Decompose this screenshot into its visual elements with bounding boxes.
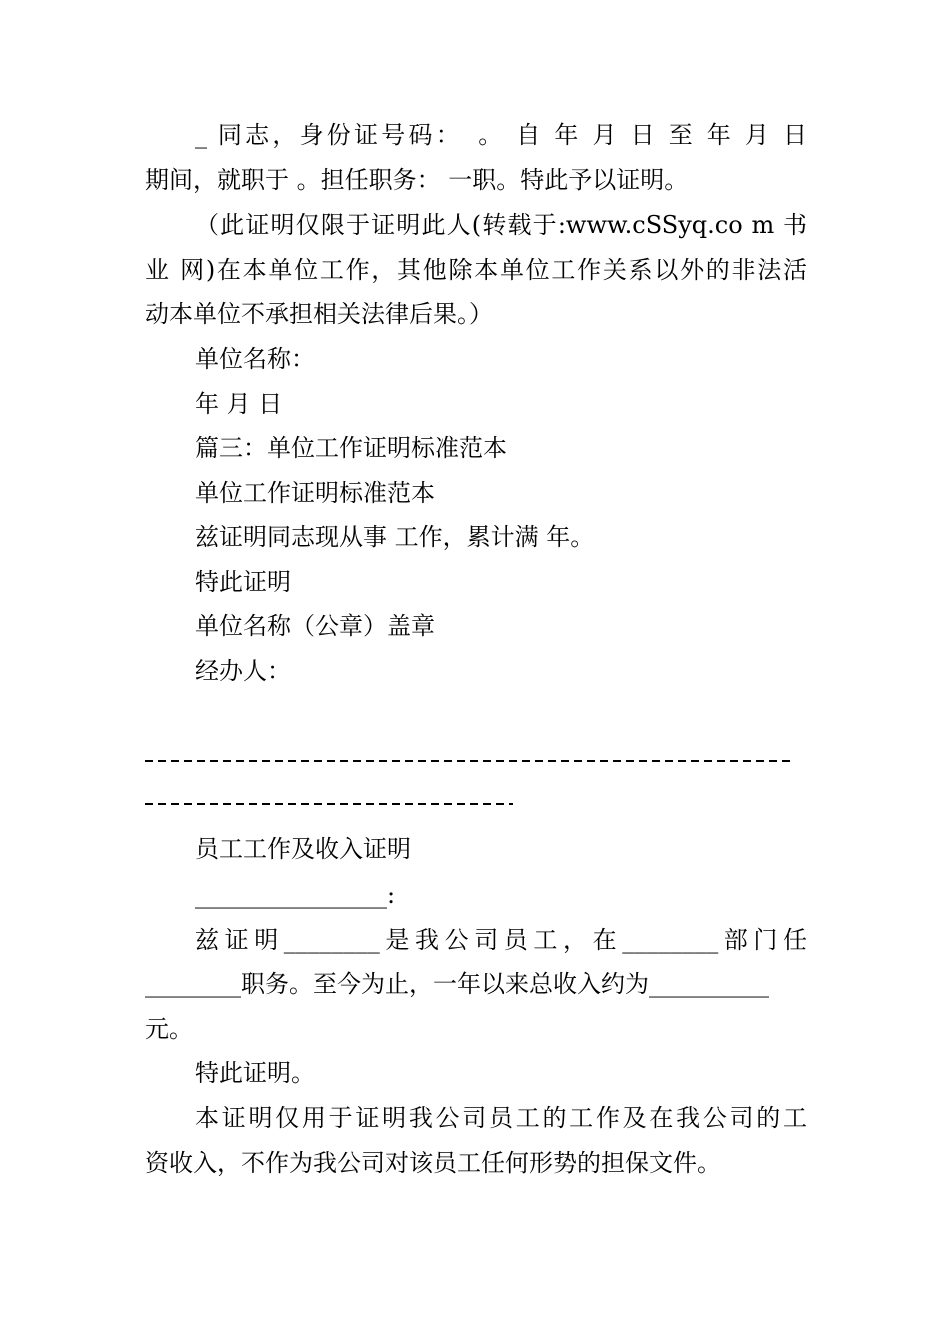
income-salutation: ________________: [195, 881, 396, 909]
date-label: 年 月 日 [195, 390, 283, 418]
disclaimer-line-2: 业 网)在本单位工作，其他除本单位工作关系以外的非法活 [145, 256, 807, 284]
section-subtitle: 单位工作证明标准范本 [195, 479, 435, 507]
disclaimer-line-3: 动本单位不承担相关法律后果。） [145, 300, 493, 328]
section-handler: 经办人： [195, 657, 291, 685]
income-hereby: 特此证明。 [195, 1059, 315, 1087]
income-title: 员工工作及收入证明 [195, 835, 411, 863]
unit-name-label: 单位名称： [195, 345, 315, 373]
income-body-line-2: ________职务。至今为止，一年以来总收入约为__________ [145, 970, 769, 998]
section-seal: 单位名称（公章）盖章 [195, 612, 435, 640]
income-note-line-1: 本证明仅用于证明我公司员工的工作及在我公司的工 [195, 1104, 807, 1132]
certificate-line-2: 期间，就职于 。担任职务： 一职。特此予以证明。 [145, 166, 689, 194]
certificate-line-1: _ 同志，身份证号码： 。 自 年 月 日 至 年 月 日 [195, 121, 807, 149]
income-body-line-3: 元。 [145, 1015, 193, 1043]
disclaimer-line-1: （此证明仅限于证明此人(转载于:www.cSSyq.co m 书 [195, 211, 807, 239]
section-hereby: 特此证明 [195, 568, 291, 596]
divider-line-1 [145, 760, 795, 762]
income-body-line-1: 兹证明________是我公司员工，在________部门任 [195, 926, 807, 954]
divider-line-2 [145, 803, 513, 805]
section-title: 篇三：单位工作证明标准范本 [195, 434, 507, 462]
section-body: 兹证明同志现从事 工作，累计满 年。 [195, 523, 595, 551]
income-note-line-2: 资收入，不作为我公司对该员工任何形势的担保文件。 [145, 1149, 721, 1177]
